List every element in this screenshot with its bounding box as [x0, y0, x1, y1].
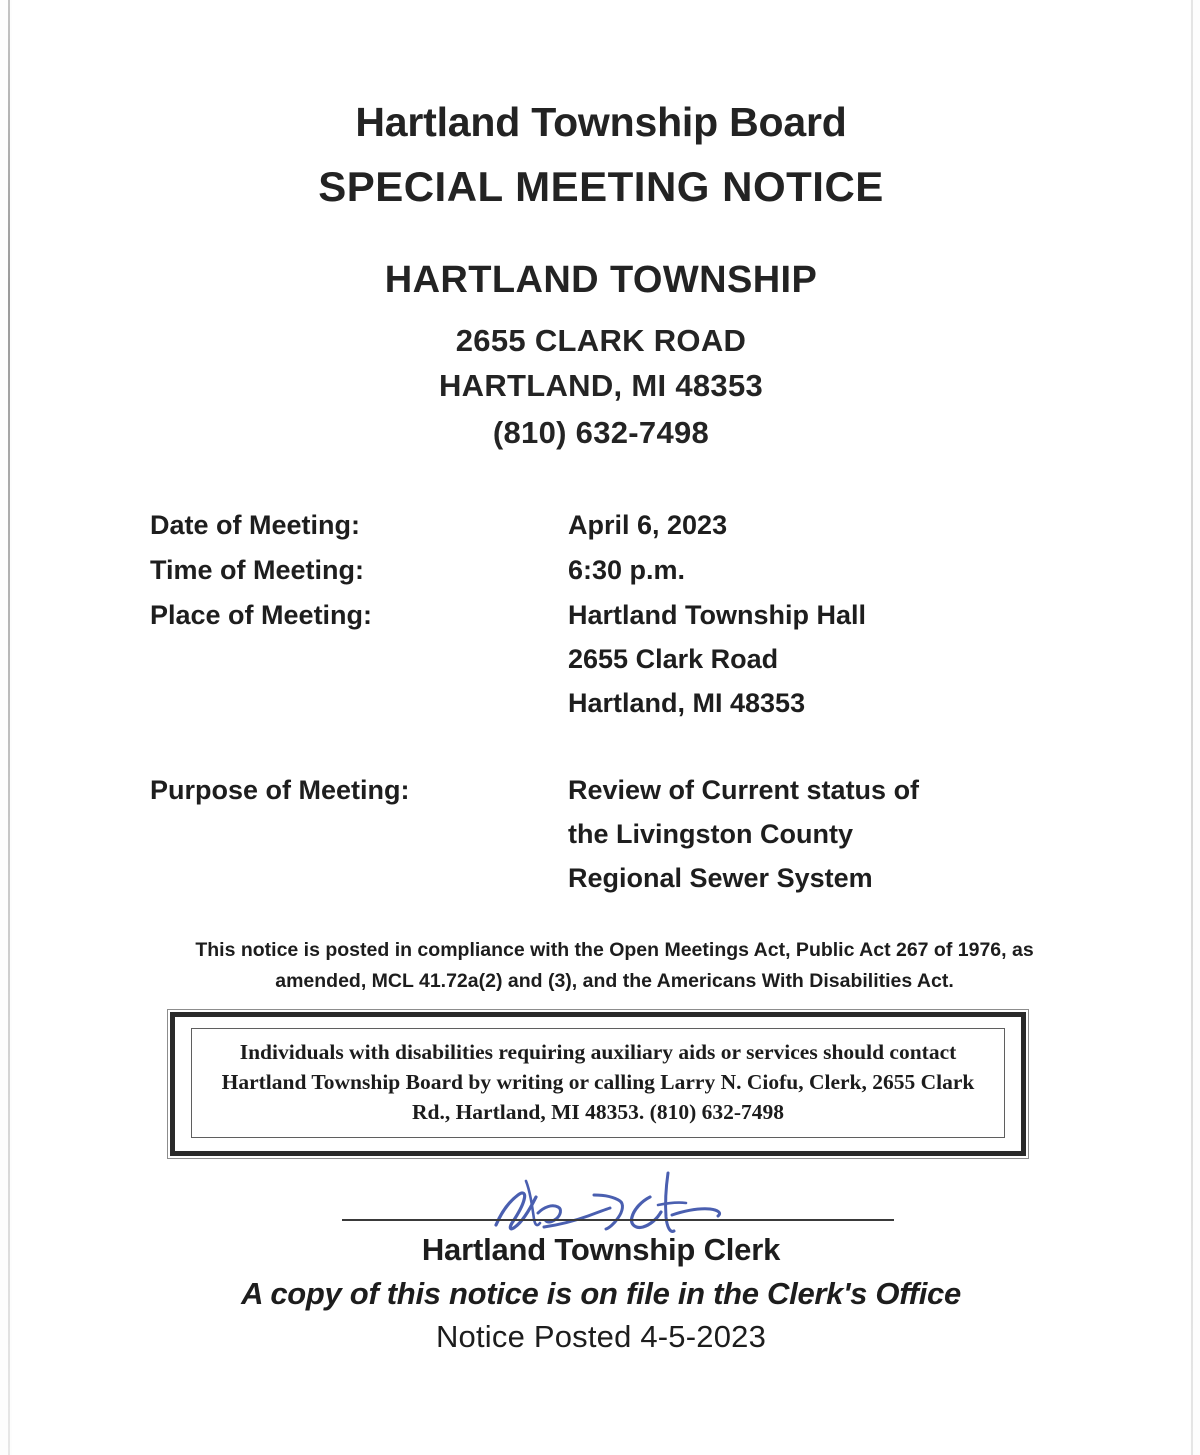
ada-box-inner-border [191, 1028, 1005, 1138]
place-street: 2655 Clark Road [568, 644, 779, 674]
scan-edge-left [8, 0, 10, 1455]
signature-role-label: Hartland Township Clerk [421, 1232, 781, 1267]
ada-accommodation-text [202, 1037, 994, 1127]
organization-name: HARTLAND TOWNSHIP [384, 259, 818, 301]
detail-row-place [150, 593, 1070, 725]
organization-phone: (810) 632-7498 [492, 415, 710, 450]
place-venue: Hartland Township Hall [568, 600, 867, 630]
purpose-value [568, 768, 919, 900]
compliance-statement [172, 935, 1057, 997]
detail-row-date [150, 503, 1070, 547]
notice-sheet [12, 0, 1190, 1455]
ada-line-1: Individuals with disabilities requiring auxiliary aids or services should contact [239, 1040, 957, 1064]
handwritten-signature-icon [482, 1161, 752, 1241]
purpose-line-1: Review of Current status of [568, 775, 920, 805]
notice-posted-date: Notice Posted 4-5-2023 [435, 1319, 767, 1354]
compliance-line-2: 1976, as amended, MCL 41.72a(2) and (3), and the Americans With Disabilities Act. [275, 939, 1034, 992]
detail-value-date: April 6, 2023 [568, 510, 728, 540]
file-copy-note: A copy of this notice is on file in the Clerk's Office [241, 1276, 961, 1311]
meeting-details [150, 503, 1070, 726]
detail-label-place: Place of Meeting: [150, 600, 373, 630]
detail-label-date: Date of Meeting: [150, 510, 361, 540]
organization-address-city: HARTLAND, MI 48353 [438, 368, 764, 403]
page-title-notice: SPECIAL MEETING NOTICE [318, 163, 884, 210]
compliance-line-1: This notice is posted in compliance with the Open Meetings Act, Public Act 267 of [195, 939, 953, 961]
place-city: Hartland, MI 48353 [568, 688, 806, 718]
purpose-line-3: Regional Sewer System [568, 863, 873, 893]
purpose-line-2: the Livingston County [568, 819, 853, 849]
purpose-row [150, 768, 1090, 900]
purpose-label: Purpose of Meeting: [150, 775, 410, 805]
ada-line-2: Hartland Township Board by writing or calling Larry N. Ciofu, Clerk, 2655 [221, 1070, 916, 1094]
organization-address-street: 2655 CLARK ROAD [455, 323, 747, 358]
scan-edge-right [1191, 0, 1193, 1455]
ada-accommodation-box [170, 1012, 1026, 1156]
detail-label-time: Time of Meeting: [150, 555, 365, 585]
signature-rule [342, 1219, 894, 1221]
page-title-board: Hartland Township Board [355, 99, 847, 145]
signature-block [12, 1155, 1190, 1355]
ada-line-3: Clark Rd., Hartland, MI 48353. (810) 632-7498 [411, 1070, 975, 1124]
detail-row-time [150, 548, 1070, 592]
detail-value-place [568, 593, 866, 725]
detail-value-time: 6:30 p.m. [568, 555, 686, 585]
